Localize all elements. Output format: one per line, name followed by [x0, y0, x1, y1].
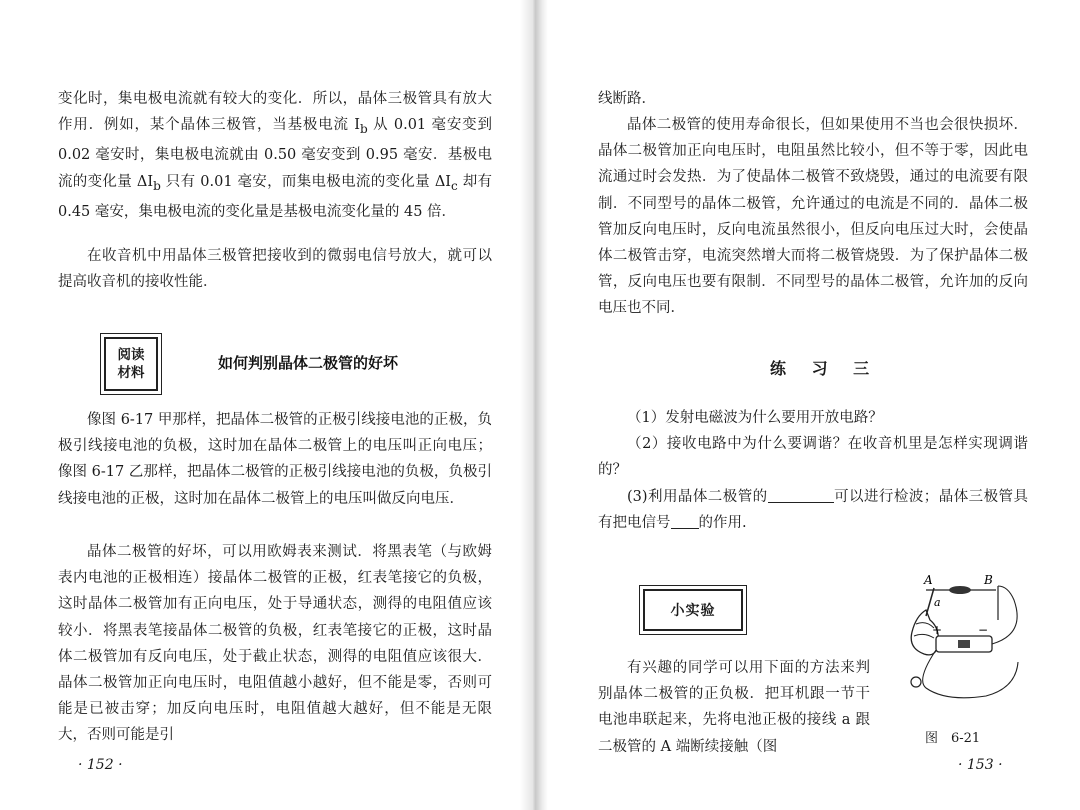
left-paragraph-4: 晶体二极管的好坏，可以用欧姆表来测试．将黑表笔（与欧姆表内电池的正极相连）接晶体二极管的正极，红表笔接它的负极，这时晶体二极管加有正向电压，处于导通状态，测得的电阻值应该较小．将黑表笔接晶体二极管的负极，红表笔接它的正极，这时晶体二极管加有反向电压，处于截止状态，测得的电阻值应该很大．晶体二极管加正向电压时，电阻值越小越好，但不能是零，否则可能是已被击穿；加反向电压时，电阻值越大越好，但不能是无限大，否则可能是引: [58, 544, 492, 744]
book-gutter: [520, 0, 548, 810]
left-page: [0, 0, 520, 810]
answer-blank-2[interactable]: [671, 511, 699, 529]
exercise-2: （2）接收电路中为什么要调谐？在收音机里是怎样实现调谐的？: [598, 436, 1028, 479]
left-page-number: · 152 ·: [78, 757, 123, 773]
loop-wire: [923, 650, 1018, 698]
battery-cap: [958, 640, 970, 648]
exercise-1: （1）发射电磁波为什么要用开放电路？: [627, 410, 883, 426]
figure-caption: 图 6-21: [925, 731, 981, 746]
right-paragraph-1: 线断路．: [598, 91, 656, 107]
left-paragraph-2: 在收音机中用晶体三极管把接收到的微弱电信号放大，就可以提高收音机的接收性能．: [58, 248, 492, 291]
earphone-wire: [992, 586, 1017, 644]
reading-material-badge: [104, 337, 158, 391]
label-a-lower: a: [934, 596, 941, 609]
reading-badge-line-2: 材料: [117, 365, 145, 381]
right-page-number: · 153 ·: [958, 757, 1003, 773]
left-paragraph-3: 像图 6-17 甲那样，把晶体二极管的正极引线接电池的正极，负极引线接电池的负极，这时加在晶体二极管上的电压叫正向电压；像图 6-17 乙那样，把晶体二极管的正极引线接电池的负极，负极引线接电池的正极，这时加在晶体二极管上的电压叫做反向电压．: [58, 412, 492, 507]
earphone: [911, 677, 921, 687]
plus-sign: +: [932, 623, 943, 637]
answer-blank-1[interactable]: [768, 485, 834, 503]
left-paragraph-1: 变化时，集电极电流就有较大的变化．所以，晶体三极管具有放大作用．例如，某个晶体三极管，当基极电流 $I_b$ 从 0.01 毫安变到 0.02 毫安时，集电极电流就由 0.50 毫安变到 0.95 毫安．基极电流的变化量 $\Delta I_b$ 只有 0.01 毫安，而集电极电流的变化量 $\Delta I_c$ 却有 0.45 毫安，集电极电流的变化量是基极电流变化量的 45 倍．: [58, 91, 493, 220]
label-a-upper: A: [924, 573, 933, 587]
label-b-upper: B: [984, 573, 993, 587]
exercise-3: (3)利用晶体二极管的 可以进行检波；晶体三极管具有把电信号 的作用.: [598, 484, 1028, 536]
minus-sign: −: [978, 623, 989, 637]
exercise-title: 练 习 三: [770, 359, 880, 378]
test-wire: [926, 588, 934, 616]
right-paragraph-3: 有兴趣的同学可以用下面的方法来判别晶体二极管的正负极．把耳机跟一节干电池串联起来，先将电池正极的接线 a 跟二极管的 A 端断续接触（图: [598, 660, 870, 755]
finger-lines: [914, 623, 934, 638]
right-paragraph-2: 晶体二极管的使用寿命很长，但如果使用不当也会很快损坏．晶体二极管加正向电压时，电阻虽然比较小，但不等于零，因此电流通过时会发热．为了使晶体二极管不致烧毁，通过的电流要有限制．不同型号的晶体二极管，允许通过的电流是不同的．晶体二极管加反向电压时，反向电流虽然很小，但反向电压过大时，会使晶体二极管击穿，电流突然增大而将二极管烧毁．为了保护晶体二极管，反向电压也要有限制．不同型号的晶体二极管，允许加的反向电压也不同．: [598, 117, 1028, 317]
reading-title: 如何判别晶体二极管的好坏: [218, 354, 399, 372]
exercise-list: [598, 405, 1028, 536]
diode-experiment-figure: [886, 570, 1034, 720]
diode-body: [949, 586, 971, 594]
experiment-badge: 小实验: [643, 589, 743, 631]
reading-badge-line-1: 阅读: [117, 347, 145, 363]
